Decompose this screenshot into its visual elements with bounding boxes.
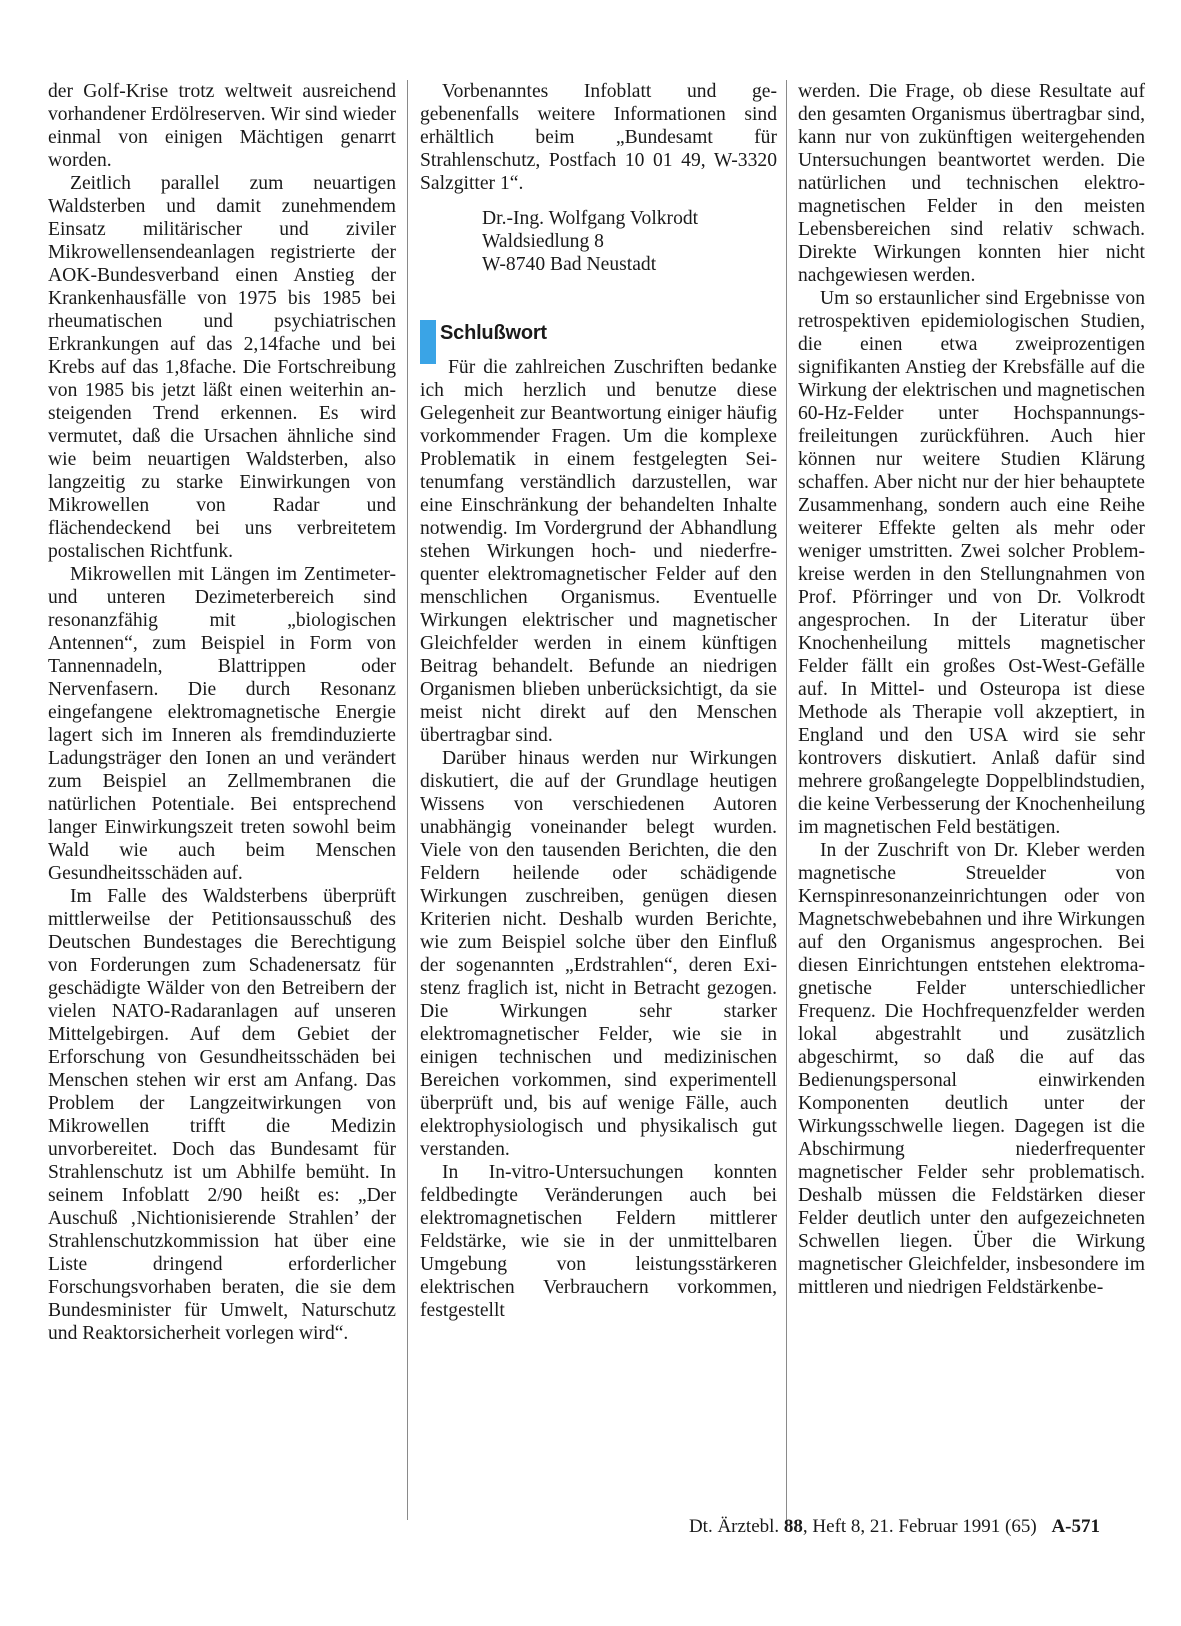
paragraph: In In-vitro-Untersuchungen konnten feldbedingte Veränderungen auch bei elektromagnetischen Feldern mittlerer Feldstärke, wie sie in der unmittelbaren Umgebung von leistungsstärkeren elektrischen Verbrauchern vorkommen, festgestellt <box>420 1162 777 1321</box>
paragraph: Zeitlich parallel zum neuartigen Waldsterben und damit zunehmendem Einsatz militärischer und ziviler Mikrowellensendeanlagen registrierte der AOK-Bundesverband einen Anstieg der Krankenhausfälle von 1975 bis 1985 bei rheumatischen und psychiatrischen Erkrankungen auf das 2,14fache und bei Krebs auf das 1,8fache. Die Fortschreibung von 1985 bis jetzt läßt einen weiterhin ansteigenden Trend erkennen. Es wird vermutet, daß die Ursachen ähnliche sind wie beim neuartigen Waldsterben, also langzeitig zu starke Einwirkungen von Mikrowellen von Radar und flächendeckend bei uns verbreitetem postalischen Richtfunk. <box>48 173 396 562</box>
section-heading: Schlußwort <box>440 322 547 344</box>
column-divider <box>407 80 408 1520</box>
page-footer <box>620 1516 1100 1538</box>
paragraph: Für die zahlreichen Zuschriften bedanke ich mich herzlich und benutze diese Gelegenheit zur Beantwortung einiger häufig vorkommender Fragen. Um die komplexe Problematik in einem festgelegten Seitenumfang verständlich darzustellen, war eine Einschränkung der behandelten Inhalte notwendig. Im Vordergrund der Abhandlung stehen Wirkungen hoch- und niederfrequenter elektromagnetischer Felder auf den menschlichen Organismus. Eventuelle Wirkungen elektrischer und magnetischer Gleichfelder werden in einem künftigen Beitrag behandelt. Befunde an niedrigen Organismen blieben unberücksichtigt, da sie meist nicht direkt auf den Menschen übertragbar sind. <box>420 357 777 746</box>
paragraph: In der Zuschrift von Dr. Kleber werden magnetische Streuelder von Kernspinresonanzeinrichtungen oder von Magnetschwebebahnen und ihre Wirkungen auf den Organismus angesprochen. Bei diesen Einrichtungen entstehen elektromagnetische Felder unterschiedlicher Frequenz. Die Hochfrequenzfelder werden lokal abgestrahlt und zusätzlich abgeschirmt, so daß die auf das Bedienungspersonal einwirkenden Komponenten deutlich unter der Wirkungsschwelle liegen. Dagegen ist die Abschirmung niederfrequenter magnetischer Felder sehr problematisch. Deshalb müssen die Feldstärken dieser Felder deutlich unter den aufgezeichneten Schwellen liegen. Über die Wirkung magnetischer Gleichfelder, insbesondere im mittleren und niedrigen Feldstärkenbe- <box>798 840 1145 1298</box>
paragraph: Um so erstaunlicher sind Ergebnisse von retrospektiven epidemiologischen Studien, die einen etwa zweiprozentigen signifikanten Anstieg der Krebsfälle auf die Wirkung der elektrischen und magnetischen 60-Hz-Felder unter Hochspannungsfreileitungen zurückführen. Auch hier können nur weitere Studien Klärung schaffen. Aber nicht nur der hier behauptete Zusammenhang, sondern auch eine Reihe weiterer Effekte gelten als mehr oder weniger umstritten. Zwei solcher Problemkreise werden in den Stellungnahmen von Prof. Pförringer und von Dr. Volkrodt angesprochen. In der Literatur über Knochenheilung mittels magnetischer Felder fällt ein großes Ost-West-Gefälle auf. In Mittel- und Osteuropa ist diese Methode als Therapie voll akzeptiert, in England und den USA wird sie sehr kontrovers diskutiert. Anlaß dafür sind mehrere großangelegte Doppelblindstudien, die keine Verbesserung der Knochenheilung im magnetischen Feld bestätigen. <box>798 288 1145 838</box>
column-right <box>798 80 1145 1520</box>
author-signature <box>482 207 777 276</box>
paragraph: werden. Die Frage, ob diese Resultate auf den gesamten Organismus übertragbar sind, kann nur von zukünftigen weitergehenden Untersuchungen beantwortet werden. Die natürlichen und technischen elektromagnetischen Felder in den meisten Lebensbereichen sind relativ schwach. Direkte Wirkungen konnten hier nicht nachgewiesen werden. <box>798 81 1145 286</box>
column-divider <box>786 80 787 1520</box>
author-street: Waldsiedlung 8 <box>482 231 604 252</box>
journal-issue: , Heft 8, 21. Februar 1991 (65) <box>802 1516 1037 1537</box>
author-name: Dr.-Ing. Wolfgang Volkrodt <box>482 208 699 229</box>
journal-name: Dt. Ärztebl. <box>688 1516 780 1537</box>
paragraph: der Golf-Krise trotz weltweit ausreichend vorhandener Erdölreserven. Wir sind wieder einmal von einigen Mächtigen genarrt worden. <box>48 81 396 171</box>
paragraph: Darüber hinaus werden nur Wirkungen diskutiert, die auf der Grundlage heutigen Wissens von verschiedenen Autoren unabhängig voneinander belegt wurden. Viele von den tausenden Berichten, die den Feldern heilende oder schädigende Wirkungen zuschreiben, genügen diesen Kriterien nicht. Deshalb wurden Berichte, wie zum Beispiel solche über den Einfluß der sogenannten „Erdstrahlen“, deren Existenz fraglich ist, nicht in Betracht gezogen. Die Wirkungen sehr starker elektromagnetischer Felder, wie sie in einigen technischen und medizinischen Bereichen vorkommen, sind experimentell überprüft und, bis auf wenige Fälle, auch elektrophysiologisch und physikalisch gut verstanden. <box>420 748 777 1160</box>
article-page <box>40 80 1145 1560</box>
heading-accent-block <box>420 320 436 364</box>
paragraph: Im Falle des Waldsterbens überprüft mittlerweilse der Petitionsausschuß des Deutschen Bundestages die Berechtigung von Forderungen zum Schadenersatz für geschädigte Wälder von den Betreibern der vielen NATO-Radaranlagen auf unseren Mittelgebirgen. Auf dem Gebiet der Erforschung von Gesundheitsschäden bei Menschen stehen wir erst am Anfang. Das Problem der Langzeitwirkungen von Mikrowellen trifft die Medizin unvorbereitet. Doch das Bundesamt für Strahlenschutz ist um Abhilfe bemüht. In seinem Infoblatt 2/90 heißt es: „Der Auschuß ‚Nichtionisierende Strahlen’ der Strahlenschutzkommission hat über eine Liste dringend erforderlicher Forschungsvorhaben beraten, die sie dem Bundesminister für Umwelt, Naturschutz und Reaktorsicherheit vorlegen wird“. <box>48 886 396 1344</box>
paragraph: Mikrowellen mit Längen im Zentimeter- und unteren Dezimeterbereich sind resonanzfähig mit „biologischen Antennen“, zum Beispiel in Form von Tannennadeln, Blattrippen oder Nervenfasern. Die durch Resonanz eingefangene elektromagnetische Energie lagert sich im Inneren als fremdinduzierte Ladungsträger den Ionen an und verändert zum Beispiel an Zellmembranen die natürlichen Potentiale. Bei entsprechend langer Einwirkungszeit treten sowohl beim Wald wie auch beim Menschen Gesundheitsschäden auf. <box>48 564 396 884</box>
page-number: A-571 <box>1051 1516 1100 1537</box>
column-middle <box>420 80 777 1520</box>
paragraph: Vorbenanntes Infoblatt und gegebenenfalls weitere Informationen sind erhältlich beim „Bundesamt für Strahlenschutz, Postfach 10 01 49, W-3320 Salzgitter 1“. <box>420 81 777 194</box>
section-heading-row <box>420 320 777 364</box>
journal-volume: 88 <box>783 1516 803 1537</box>
column-left <box>48 80 396 1520</box>
author-city: W-8740 Bad Neustadt <box>482 254 657 275</box>
